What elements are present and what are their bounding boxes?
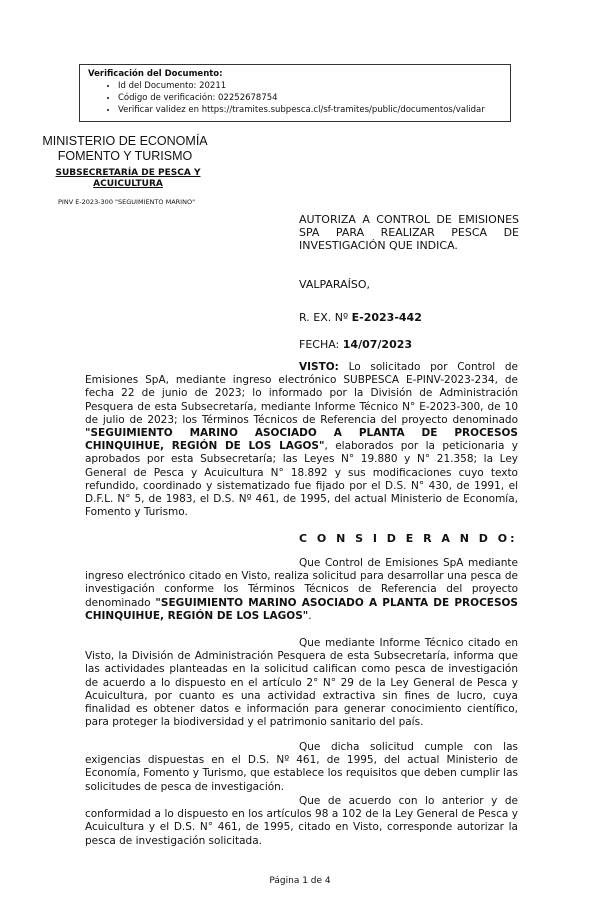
considerando-p1-project: "SEGUIMIENTO MARINO ASOCIADO A PLANTA DE PROCESOS CHINQUIHUE, REGIÓN DE LOS LAGOS" <box>85 596 518 622</box>
pinv-reference: PINV E-2023-300 "SEGUIMIENTO MARINO" <box>58 198 196 206</box>
resolution-title: AUTORIZA A CONTROL DE EMISIONES SPA PARA REALIZAR PESCA DE INVESTIGACIÓN QUE INDICA. <box>299 213 519 252</box>
considerando-paragraph-4: Que de acuerdo con lo anterior y de conformidad a lo dispuesto en los artículos 98 a 102 de la Ley General de Pesca y Acuicultura y el D.S. N° 461, de 1995, citado en Visto, corresponde autorizar la pesca de investigación solicitada. <box>85 795 518 847</box>
considerando-paragraph-3: Que dicha solicitud cumple con las exigencias dispuestas en el D.S. Nº 461, de 1995, del actual Ministerio de Economía, Fomento y Turismo, que establece los requisitos que deben cumplir las solicitudes de pesca de investigación. <box>85 741 518 793</box>
visto-paragraph <box>85 361 518 519</box>
resolution-date-label: FECHA: <box>299 338 340 351</box>
verification-id: • Id del Documento: 20211 <box>118 80 502 92</box>
considerando-p1-text: Que Control de Emisiones SpA mediante ingreso electrónico citado en Visto, realiza solicitud para desarrollar una pesca de investigación conforme los Términos Técnicos de Referencia del proyecto denominado <box>85 557 518 609</box>
verification-url: • Verificar validez en https://tramites.subpesca.cl/sf-tramites/public/documentos/validar <box>118 104 502 116</box>
visto-project-name: "SEGUIMIENTO MARINO ASOCIADO A PLANTA DE PROCESOS CHINQUIHUE, REGIÓN DE LOS LAGOS" <box>85 427 518 453</box>
considerando-paragraph-1 <box>85 557 518 623</box>
subsecretaria-name: SUBSECRETARÍA DE PESCA Y ACUICULTURA <box>55 168 201 189</box>
verification-list <box>88 80 502 116</box>
resolution-date <box>299 338 412 351</box>
considerando-paragraph-2: Que mediante Informe Técnico citado en Visto, la División de Administración Pesquera de esta Subsecretaría, informa que las actividades planteadas en la solicitud califican como pesca de investigación de acuerdo a lo dispuesto en el artículo 2° N° 29 de la Ley General de Pesca y Acuicultura, por cuanto es una actividad extractiva sin fines de lucro, cuya finalidad es obtener datos e información para generar conocimiento científico, para proteger la biodiversidad y el patrimonio sanitario del país. <box>85 637 518 729</box>
considerando-p1-end: . <box>308 609 312 622</box>
resolution-number-value: E-2023-442 <box>351 311 422 324</box>
considerando-heading: C O N S I D E R A N D O: <box>299 532 518 545</box>
resolution-number-label: R. EX. Nº <box>299 311 349 324</box>
ministry-name <box>30 134 220 164</box>
visto-text-2: , elaborados por la peticionaria y aprobados por esta Subsecretaría; las Leyes N° 19.880 y N° 21.358; la Ley General de Pesca y Acuicultura N° 18.892 y sus modificaciones cuyo texto refundido, coordinado y sistematizado fue fijado por el D.S. N° 430, de 1991, el D.F.L. N° 5, de 1983, el D.S. Nº 461, de 1995, del actual Ministerio de Economía, Fomento y Turismo. <box>85 440 518 519</box>
ministry-line-1: MINISTERIO DE ECONOMÍA <box>42 134 208 148</box>
resolution-place: VALPARAÍSO, <box>299 278 371 291</box>
verification-box <box>79 64 511 122</box>
visto-text-1: Lo solicitado por Control de Emisiones SpA, mediante ingreso electrónico SUBPESCA E-PINV-2023-234, de fecha 22 de junio de 2023; lo informado por la División de Administración Pesquera de esta Subsecretaría, mediante Informe Técnico N° E-2023-300, de 10 de julio de 2023; los Términos Técnicos de Referencia del proyecto denominado <box>85 361 518 426</box>
ministry-line-2: FOMENTO Y TURISMO <box>57 149 193 163</box>
visto-label: VISTO: <box>299 361 339 373</box>
resolution-date-value: 14/07/2023 <box>342 338 413 351</box>
page-number: Página 1 de 4 <box>269 876 331 886</box>
verification-title: Verificación del Documento: <box>88 69 223 79</box>
resolution-number <box>299 311 422 324</box>
verification-code: • Código de verificación: 02252678754 <box>118 92 502 104</box>
